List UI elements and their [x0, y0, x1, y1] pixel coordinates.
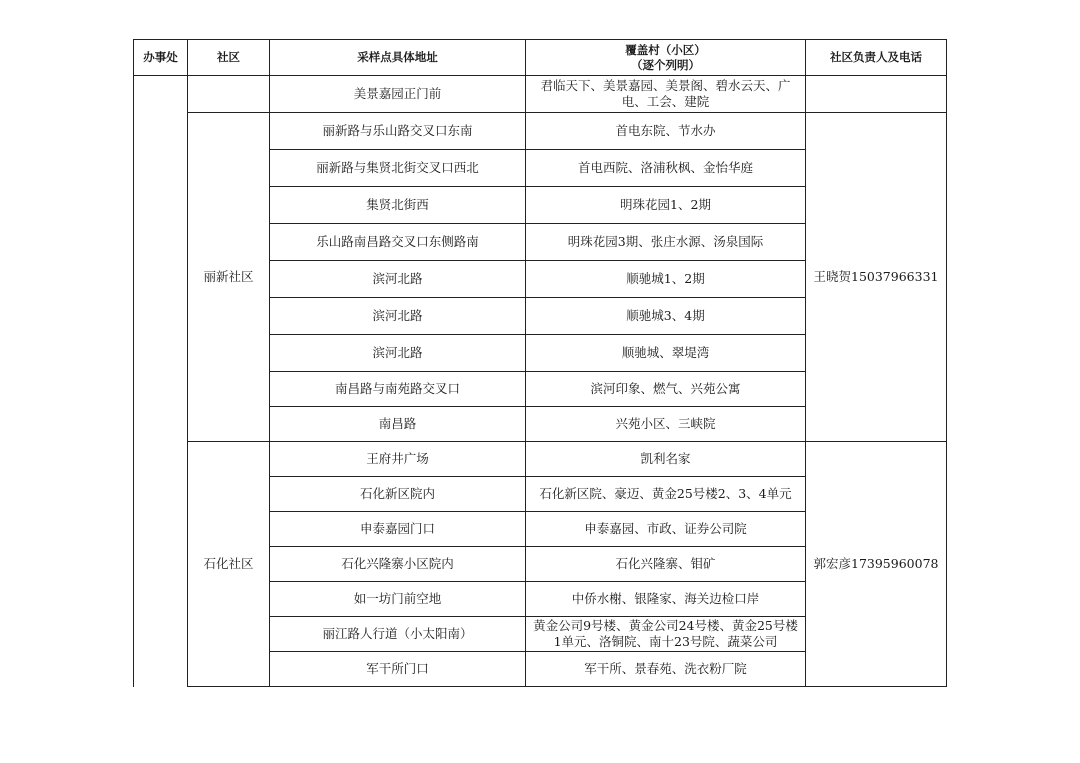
- community-cell-lixin: 丽新社区: [188, 113, 270, 442]
- address-cell: 滨河北路: [270, 298, 526, 335]
- coverage-cell: 申泰嘉园、市政、证券公司院: [526, 512, 806, 547]
- address-cell: 申泰嘉园门口: [270, 512, 526, 547]
- address-cell: 军干所门口: [270, 652, 526, 687]
- address-cell: 丽新路与集贤北街交叉口西北: [270, 150, 526, 187]
- address-cell: 丽新路与乐山路交叉口东南: [270, 113, 526, 150]
- address-cell: 如一坊门前空地: [270, 582, 526, 617]
- coverage-cell: 中侨水榭、银隆家、海关边检口岸: [526, 582, 806, 617]
- address-cell: 石化新区院内: [270, 477, 526, 512]
- contact-cell-empty: [806, 76, 947, 113]
- contact-cell-lixin: 王晓贺15037966331: [806, 113, 947, 442]
- header-contact: 社区负责人及电话: [806, 40, 947, 76]
- table-row: [134, 76, 947, 113]
- address-cell: 王府井广场: [270, 442, 526, 477]
- coverage-cell: 顺驰城3、4期: [526, 298, 806, 335]
- header-community: 社区: [188, 40, 270, 76]
- table-header-row: [134, 40, 947, 76]
- address-cell: 美景嘉园正门前: [270, 76, 526, 113]
- header-office: 办事处: [134, 40, 188, 76]
- table-row: [134, 113, 947, 150]
- address-cell: 丽江路人行道（小太阳南）: [270, 617, 526, 652]
- coverage-cell: 石化新区院、豪迈、黄金25号楼2、3、4单元: [526, 477, 806, 512]
- coverage-cell: 军干所、景春苑、洗衣粉厂院: [526, 652, 806, 687]
- header-coverage-line1: 覆盖村（小区）: [625, 42, 706, 57]
- office-cell: [134, 76, 188, 687]
- community-cell-shihua: 石化社区: [188, 442, 270, 687]
- table-row: [134, 442, 947, 477]
- header-coverage: [526, 40, 806, 76]
- coverage-cell: 黄金公司9号楼、黄金公司24号楼、黄金25号楼1单元、洛铜院、南十23号院、蔬菜公司: [526, 617, 806, 652]
- address-cell: 集贤北街西: [270, 187, 526, 224]
- header-address: 采样点具体地址: [270, 40, 526, 76]
- address-cell: 滨河北路: [270, 261, 526, 298]
- coverage-cell: 君临天下、美景嘉园、美景阁、碧水云天、广电、工会、建院: [526, 76, 806, 113]
- address-cell: 滨河北路: [270, 335, 526, 372]
- coverage-cell: 石化兴隆寨、钼矿: [526, 547, 806, 582]
- address-cell: 石化兴隆寨小区院内: [270, 547, 526, 582]
- coverage-cell: 顺驰城、翠堤湾: [526, 335, 806, 372]
- coverage-cell: 兴苑小区、三峡院: [526, 407, 806, 442]
- coverage-cell: 滨河印象、燃气、兴苑公寓: [526, 372, 806, 407]
- community-cell-empty: [188, 76, 270, 113]
- coverage-cell: 首电东院、节水办: [526, 113, 806, 150]
- coverage-cell: 凯利名家: [526, 442, 806, 477]
- sampling-point-table-page: [133, 39, 946, 698]
- contact-cell-shihua: 郭宏彦17395960078: [806, 442, 947, 687]
- coverage-cell: 首电西院、洛浦秋枫、金怡华庭: [526, 150, 806, 187]
- coverage-cell: 明珠花园1、2期: [526, 187, 806, 224]
- coverage-cell: 顺驰城1、2期: [526, 261, 806, 298]
- coverage-cell: 明珠花园3期、张庄水源、汤泉国际: [526, 224, 806, 261]
- address-cell: 南昌路与南苑路交叉口: [270, 372, 526, 407]
- header-coverage-line2: （逐个列明）: [631, 57, 700, 72]
- sampling-point-table: [133, 39, 947, 687]
- address-cell: 乐山路南昌路交叉口东侧路南: [270, 224, 526, 261]
- address-cell: 南昌路: [270, 407, 526, 442]
